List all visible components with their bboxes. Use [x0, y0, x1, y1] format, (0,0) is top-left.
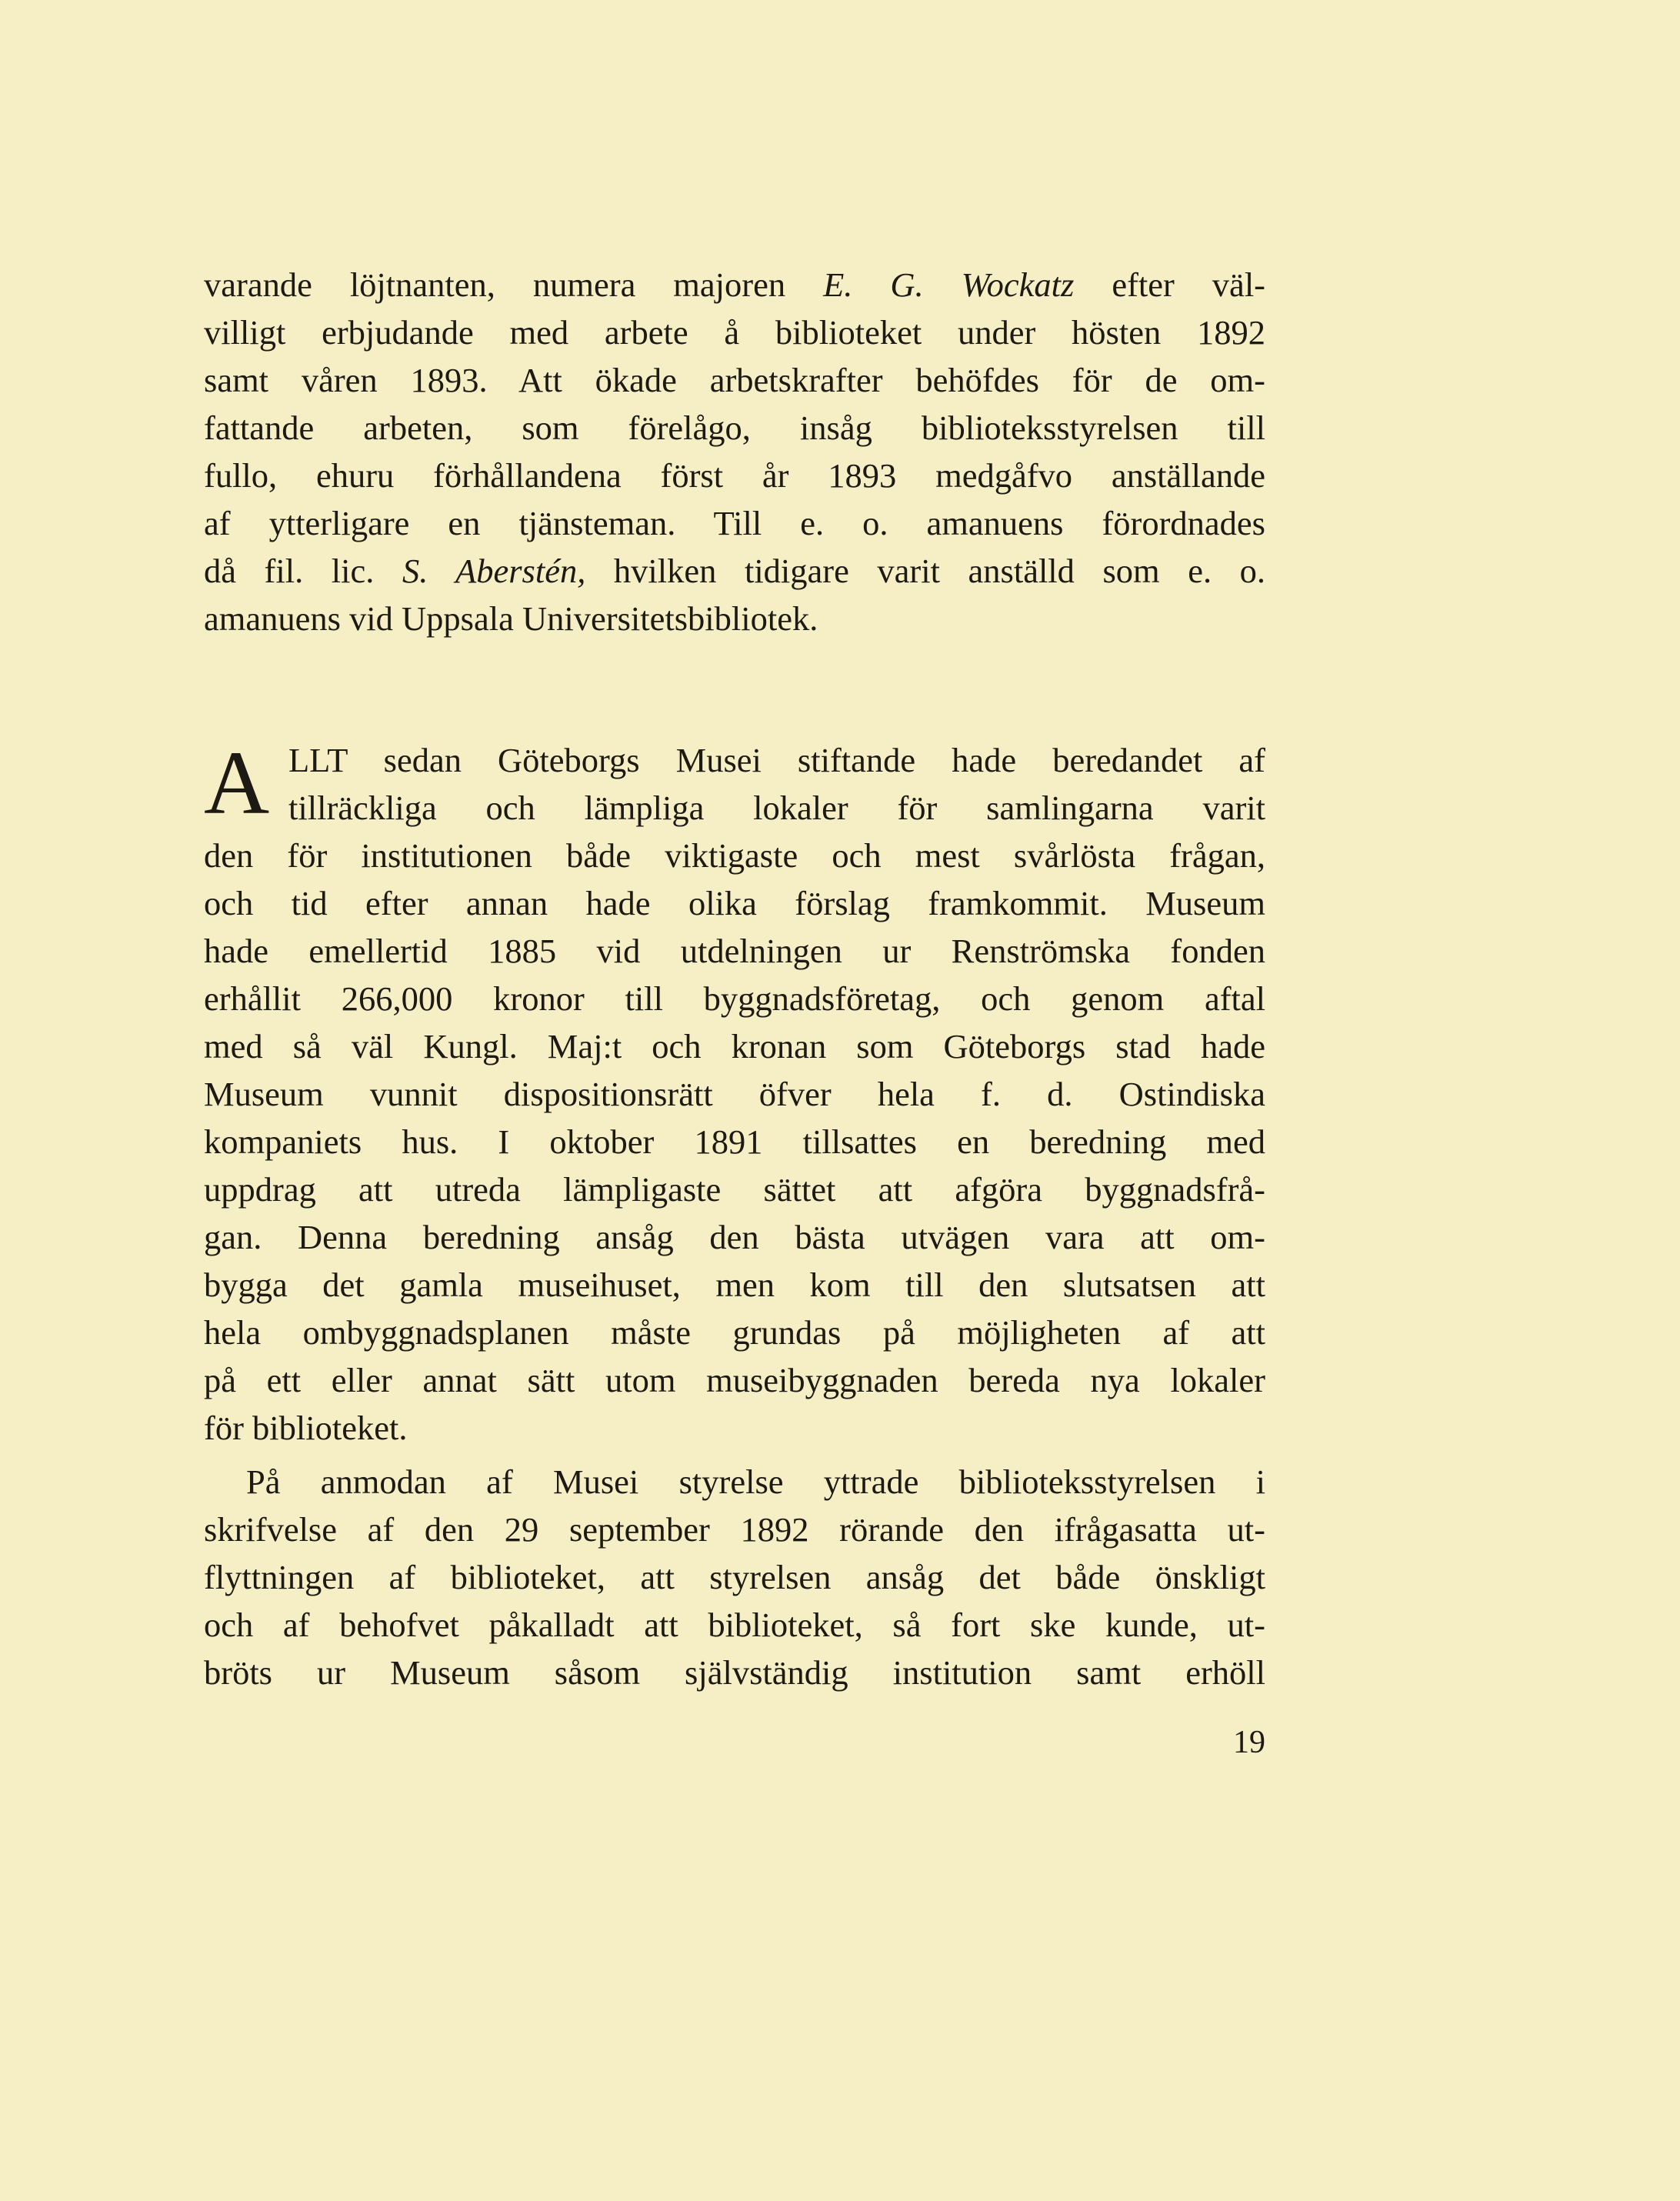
text-line: på ett eller annat sätt utom museibyggnaden bereda nya lokaler [204, 1361, 1265, 1399]
text-line: af ytterligare en tjänsteman. Till e. o. amanuens förordnades [204, 504, 1265, 542]
text-line: fattande arbeten, som förelågo, insåg biblioteksstyrelsen till [204, 409, 1265, 447]
text-line: tillräckliga och lämpliga lokaler för samlingarna varit [288, 789, 1265, 827]
drop-cap: A [204, 732, 270, 833]
text-line: gan. Denna beredning ansåg den bästa utvägen vara att om- [204, 1218, 1265, 1256]
paragraph-continuation [204, 261, 1265, 642]
text-line: samt våren 1893. Att ökade arbetskrafter behöfdes för de om- [204, 361, 1265, 399]
text-line: villigt erbjudande med arbete å biblioteket under hösten 1892 [204, 313, 1265, 352]
text-line: den för institutionen både viktigaste och mest svårlösta frågan, [204, 836, 1265, 875]
text-line: bygga det gamla museihuset, men kom till den slutsatsen att [204, 1266, 1265, 1304]
text-line: varande löjtnanten, numera majoren E. G. Wockatz efter väl- [204, 265, 1265, 304]
text-line: amanuens vid Uppsala Universitetsbibliotek. [204, 599, 818, 638]
text-line: för biblioteket. [204, 1409, 408, 1447]
text-line: LLT sedan Göteborgs Musei stiftande hade beredandet af [288, 741, 1265, 779]
paragraph-with-drop-cap [204, 732, 1265, 1452]
text-line: uppdrag att utreda lämpligaste sättet att afgöra byggnadsfrå- [204, 1170, 1265, 1209]
text-line: bröts ur Museum såsom självständig institution samt erhöll [204, 1653, 1265, 1692]
text-line: flyttningen af biblioteket, att styrelsen ansåg det både önskligt [204, 1558, 1265, 1596]
text-line: med så väl Kungl. Maj:t och kronan som Göteborgs stad hade [204, 1027, 1265, 1065]
text-line: och af behofvet påkalladt att biblioteket, så fort ske kunde, ut- [204, 1606, 1265, 1644]
text-line: skrifvelse af den 29 september 1892 rörande den ifrågasatta ut- [204, 1510, 1265, 1549]
paragraph [204, 1458, 1265, 1696]
text-line: Museum vunnit dispositionsrätt öfver hela f. d. Ostindiska [204, 1075, 1265, 1113]
text-line: kompaniets hus. I oktober 1891 tillsattes en beredning med [204, 1122, 1265, 1161]
text-line: då fil. lic. S. Aberstén, hvilken tidigare varit anställd som e. o. [204, 552, 1266, 590]
person-name: S. Aberstén, [402, 552, 586, 590]
text-line: På anmodan af Musei styrelse yttrade biblioteksstyrelsen i [246, 1462, 1265, 1501]
text-line: erhållit 266,000 kronor till byggnadsföretag, och genom aftal [204, 979, 1265, 1018]
text-line: hela ombyggnadsplanen måste grundas på möjligheten af att [204, 1313, 1265, 1352]
page-number: 19 [1233, 1725, 1265, 1760]
person-name: E. G. Wockatz [823, 265, 1075, 304]
text-line: och tid efter annan hade olika förslag framkommit. Museum [204, 884, 1265, 922]
text-line: hade emellertid 1885 vid utdelningen ur Renströmska fonden [204, 932, 1265, 970]
text-line: fullo, ehuru förhållandena först år 1893 medgåfvo anställande [204, 456, 1265, 495]
